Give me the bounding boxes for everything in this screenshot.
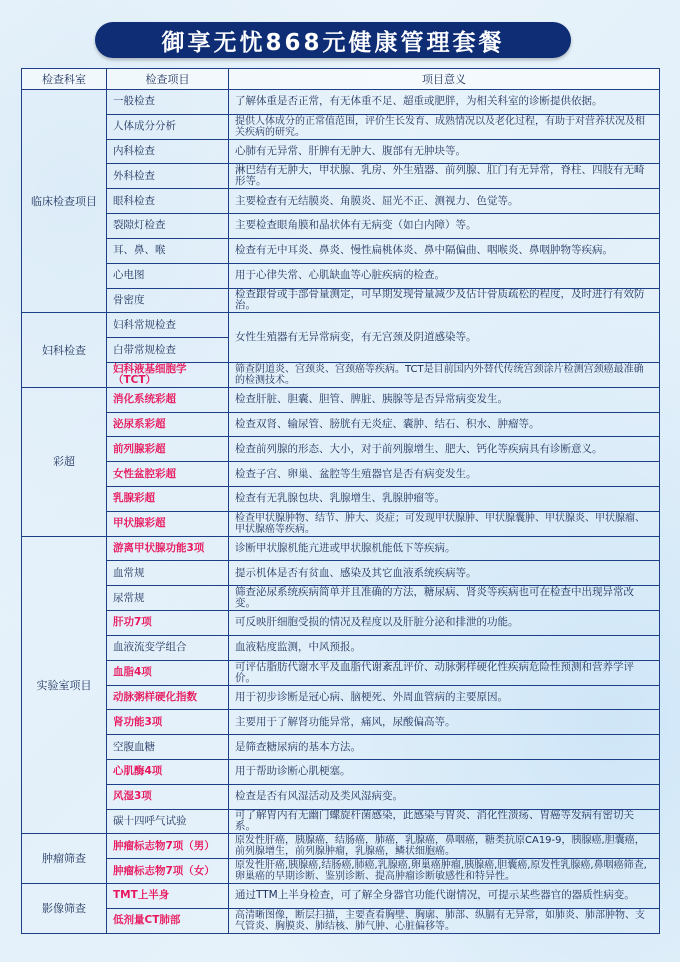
table-row bbox=[22, 238, 660, 263]
meaning-cell: 用于初步诊断是冠心病、脑梗死、外周血管病的主要原因。 bbox=[229, 685, 660, 710]
meaning-cell: 原发性肝癌，胰腺癌，结肠癌，肺癌，乳腺癌，鼻咽癌，糖类抗原CA19-9，胰腺癌,胆囊癌，前列腺增生，前列腺肿瘤，乳腺癌，鳞状细胞癌。 bbox=[229, 834, 660, 859]
item-cell: 裂隙灯检查 bbox=[107, 214, 229, 239]
item-cell: 肿瘤标志物7项（女） bbox=[107, 859, 229, 884]
meaning-cell: 主要检查眼角膜和晶状体有无病变（如白内障）等。 bbox=[229, 214, 660, 239]
table-body bbox=[22, 90, 660, 934]
table-row bbox=[22, 462, 660, 487]
table-row bbox=[22, 189, 660, 214]
item-cell: 风湿3项 bbox=[107, 784, 229, 809]
meaning-cell: 原发性肝癌,胰腺癌,结肠癌,肺癌,乳腺癌,卵巢癌肿瘤,胰腺癌,胆囊癌,原发性乳腺癌,鼻咽癌筛查,卵巢癌的早期诊断、鉴别诊断、提高肿瘤诊断敏感性和特异性。 bbox=[229, 859, 660, 884]
meaning-cell: 可评估脂肪代谢水平及血脂代谢紊乱评价、动脉粥样硬化性疾病危险性预测和营养学评价。 bbox=[229, 660, 660, 685]
item-cell: 心肌酶4项 bbox=[107, 759, 229, 784]
meaning-cell: 是筛查糖尿病的基本方法。 bbox=[229, 735, 660, 760]
item-cell: 肝功7项 bbox=[107, 611, 229, 636]
header-item: 检查项目 bbox=[107, 69, 229, 90]
item-cell: 妇科液基细胞学（TCT） bbox=[107, 362, 229, 387]
item-cell: 耳、鼻、喉 bbox=[107, 238, 229, 263]
meaning-cell: 检查双肾、输尿管、膀胱有无炎症、囊肿、结石、积水、肿瘤等。 bbox=[229, 412, 660, 437]
table-row bbox=[22, 809, 660, 834]
item-cell: 游离甲状腺功能3项 bbox=[107, 536, 229, 561]
item-cell: 低剂量CT肺部 bbox=[107, 908, 229, 933]
table-row bbox=[22, 884, 660, 909]
table-row bbox=[22, 759, 660, 784]
table-row bbox=[22, 561, 660, 586]
item-cell: 动脉粥样硬化指数 bbox=[107, 685, 229, 710]
table-row bbox=[22, 536, 660, 561]
table-row bbox=[22, 611, 660, 636]
meaning-cell: 提示机体是否有贫血、感染及其它血液系统疾病等。 bbox=[229, 561, 660, 586]
item-cell: 人体成分分析 bbox=[107, 114, 229, 139]
meaning-cell: 检查是否有风湿活动及类风湿病变。 bbox=[229, 784, 660, 809]
meaning-cell: 主要检查有无结膜炎、角膜炎、屈光不正、测视力、色觉等。 bbox=[229, 189, 660, 214]
item-cell: 血液流变学组合 bbox=[107, 635, 229, 660]
item-cell: 泌尿系彩超 bbox=[107, 412, 229, 437]
table-row bbox=[22, 660, 660, 685]
table-row bbox=[22, 214, 660, 239]
meaning-cell: 检查前列腺的形态、大小，对于前列腺增生、肥大、钙化等疾病具有诊断意义。 bbox=[229, 437, 660, 462]
meaning-cell: 检查子宫、卵巢、盆腔等生殖器官是否有病变发生。 bbox=[229, 462, 660, 487]
table-row bbox=[22, 685, 660, 710]
dept-cell: 影像筛查 bbox=[22, 884, 107, 934]
table-row bbox=[22, 784, 660, 809]
table-row bbox=[22, 586, 660, 611]
item-cell: 一般检查 bbox=[107, 90, 229, 115]
dept-cell: 临床检查项目 bbox=[22, 90, 107, 313]
dept-cell: 彩超 bbox=[22, 387, 107, 536]
item-cell: 内科检查 bbox=[107, 139, 229, 164]
meaning-cell: 检查跟骨或手部骨量测定，可早期发现骨量减少及估计骨质疏松的程度，及时进行有效防治。 bbox=[229, 288, 660, 313]
meaning-cell: 可反映肝细胞受损的情况及程度以及肝脏分泌和排泄的功能。 bbox=[229, 611, 660, 636]
meaning-cell: 通过TTM上半身检查，可了解全身器官功能代谢情况，可提示某些器官的器质性病变。 bbox=[229, 884, 660, 909]
meaning-cell: 血液粘度监测，中风预报。 bbox=[229, 635, 660, 660]
item-cell: 血常规 bbox=[107, 561, 229, 586]
meaning-cell: 高清晰图像，断层扫描，主要查看胸壁、胸廓、肺部、纵膈有无异常，如肺炎、肺部肿物、支气管炎、胸膜炎、肺结核、肺气肿、心脏偏移等。 bbox=[229, 908, 660, 933]
table-row bbox=[22, 139, 660, 164]
meaning-cell: 了解体重是否正常，有无体重不足、超重或肥胖，为相关科室的诊断提供依据。 bbox=[229, 90, 660, 115]
dept-cell: 肿瘤筛查 bbox=[22, 834, 107, 884]
meaning-cell: 提供人体成分的正常值范围，评价生长发育、成熟情况以及老化过程，有助于对营养状况及相关疾病的研究。 bbox=[229, 114, 660, 139]
item-cell: 空腹血糖 bbox=[107, 735, 229, 760]
item-cell: TMT上半身 bbox=[107, 884, 229, 909]
meaning-cell: 淋巴结有无肿大，甲状腺、乳房、外生殖器、前列腺、肛门有无异常，脊柱、四肢有无畸形等。 bbox=[229, 164, 660, 189]
item-cell: 妇科常规检查 bbox=[107, 313, 229, 338]
header-dept: 检查科室 bbox=[22, 69, 107, 90]
item-cell: 女性盆腔彩超 bbox=[107, 462, 229, 487]
table-row bbox=[22, 437, 660, 462]
table-row bbox=[22, 635, 660, 660]
table-row bbox=[22, 859, 660, 884]
meaning-cell: 可了解胃内有无幽门螺旋杆菌感染，此感染与胃炎、消化性溃疡、胃癌等发病有密切关系。 bbox=[229, 809, 660, 834]
item-cell: 外科检查 bbox=[107, 164, 229, 189]
item-cell: 碳十四呼气试验 bbox=[107, 809, 229, 834]
health-package-table bbox=[21, 68, 660, 934]
item-cell: 尿常规 bbox=[107, 586, 229, 611]
table-row bbox=[22, 90, 660, 115]
meaning-cell: 筛查阴道炎、宫颈炎、宫颈癌等疾病。TCT是目前国内外替代传统宫颈涂片检测宫颈癌最准确的检测技术。 bbox=[229, 362, 660, 387]
table-row bbox=[22, 114, 660, 139]
item-cell: 肾功能3项 bbox=[107, 710, 229, 735]
table-row bbox=[22, 313, 660, 338]
page-title: 御享无忧868元健康管理套餐 bbox=[161, 29, 505, 56]
item-cell: 眼科检查 bbox=[107, 189, 229, 214]
meaning-cell: 检查有无中耳炎、鼻炎、慢性扁桃体炎、鼻中隔偏曲、咽喉炎、鼻咽肿物等疾病。 bbox=[229, 238, 660, 263]
item-cell: 骨密度 bbox=[107, 288, 229, 313]
item-cell: 甲状腺彩超 bbox=[107, 511, 229, 536]
item-cell: 肿瘤标志物7项（男） bbox=[107, 834, 229, 859]
meaning-cell: 女性生殖器有无异常病变，有无宫颈及阴道感染等。 bbox=[229, 313, 660, 363]
table-row bbox=[22, 834, 660, 859]
table-row bbox=[22, 511, 660, 536]
table-row bbox=[22, 362, 660, 387]
meaning-cell: 用于心律失常、心肌缺血等心脏疾病的检查。 bbox=[229, 263, 660, 288]
meaning-cell: 用于帮助诊断心肌梗塞。 bbox=[229, 759, 660, 784]
header-meaning: 项目意义 bbox=[229, 69, 660, 90]
table-row bbox=[22, 164, 660, 189]
meaning-cell: 检查甲状腺肿物、结节、肿大、炎症；可发现甲状腺肿、甲状腺囊肿、甲状腺炎、甲状腺瘤、甲状腺癌等疾病。 bbox=[229, 511, 660, 536]
dept-cell: 妇科检查 bbox=[22, 313, 107, 387]
meaning-cell: 主要用于了解肾功能异常，痛风，尿酸偏高等。 bbox=[229, 710, 660, 735]
item-cell: 前列腺彩超 bbox=[107, 437, 229, 462]
title-wrap bbox=[0, 22, 680, 60]
item-cell: 血脂4项 bbox=[107, 660, 229, 685]
table-row bbox=[22, 487, 660, 512]
table-row bbox=[22, 263, 660, 288]
title-banner bbox=[95, 22, 571, 58]
item-cell: 乳腺彩超 bbox=[107, 487, 229, 512]
meaning-cell: 筛查泌尿系统疾病简单并且准确的方法，糖尿病、肾炎等疾病也可在检查中出现异常改变。 bbox=[229, 586, 660, 611]
item-cell: 白带常规检查 bbox=[107, 338, 229, 363]
dept-cell: 实验室项目 bbox=[22, 536, 107, 834]
table-row bbox=[22, 710, 660, 735]
table-row bbox=[22, 908, 660, 933]
meaning-cell: 检查肝脏、胆囊、胆管、脾脏、胰腺等是否异常病变发生。 bbox=[229, 387, 660, 412]
table-row bbox=[22, 412, 660, 437]
item-cell: 心电图 bbox=[107, 263, 229, 288]
item-cell: 消化系统彩超 bbox=[107, 387, 229, 412]
table-row bbox=[22, 735, 660, 760]
table-row bbox=[22, 387, 660, 412]
table-header-row bbox=[22, 69, 660, 90]
meaning-cell: 诊断甲状腺机能亢进或甲状腺机能低下等疾病。 bbox=[229, 536, 660, 561]
meaning-cell: 心肺有无异常、肝脾有无肿大、腹部有无肿块等。 bbox=[229, 139, 660, 164]
table-row bbox=[22, 288, 660, 313]
meaning-cell: 检查有无乳腺包块、乳腺增生、乳腺肿瘤等。 bbox=[229, 487, 660, 512]
